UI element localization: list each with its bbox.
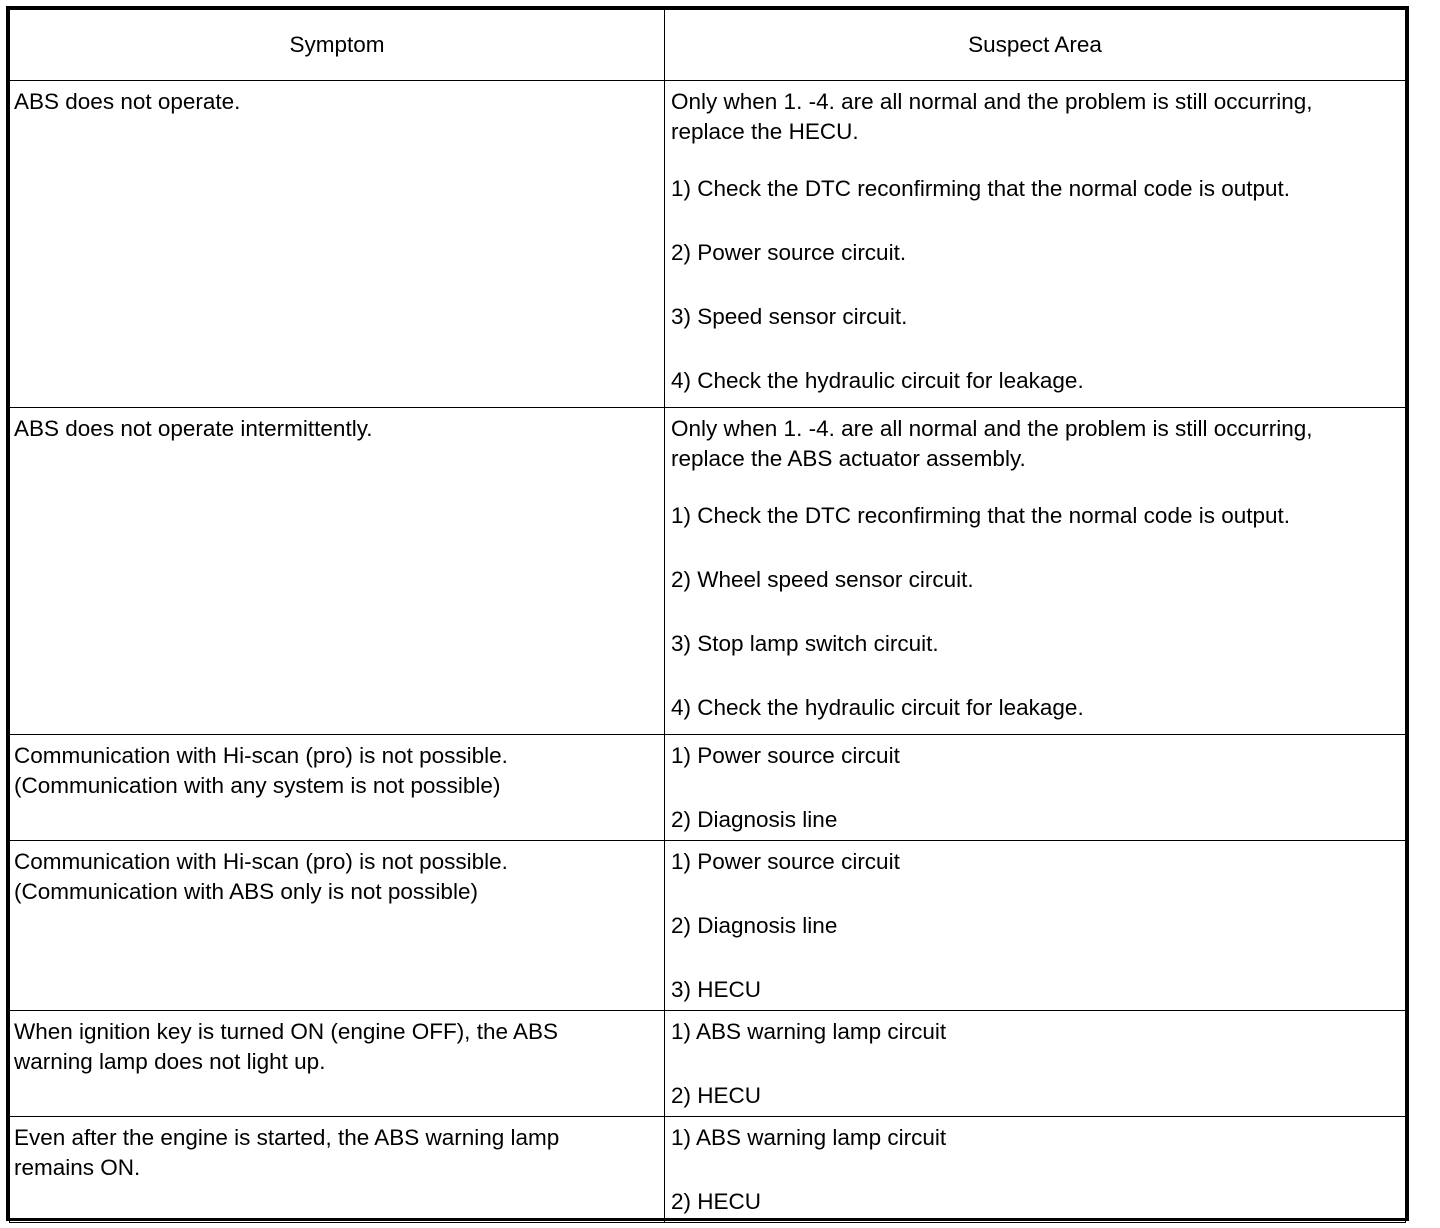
- symptom-cell: [10, 1011, 665, 1117]
- suspect-intro: [671, 414, 1399, 474]
- symptom-text: ABS does not operate.: [14, 89, 241, 114]
- header-suspect-area: Suspect Area: [665, 10, 1406, 81]
- suspect-item: 1) Check the DTC reconfirming that the normal code is output.: [671, 503, 1291, 528]
- symptom-text: Even after the engine is started, the ABS warning lamp: [14, 1125, 560, 1150]
- suspect-area-cell: [665, 1117, 1406, 1223]
- suspect-item: 1) Power source circuit: [671, 849, 900, 874]
- symptom-text: When ignition key is turned ON (engine OFF), the ABS: [14, 1019, 558, 1044]
- table-header-row: [10, 10, 1406, 81]
- symptom-cell: [10, 841, 665, 1011]
- suspect-item: 4) Check the hydraulic circuit for leakage.: [671, 368, 1084, 393]
- suspect-item: 3) HECU: [671, 977, 762, 1002]
- symptom-cell: [10, 1117, 665, 1223]
- suspect-intro: [671, 87, 1399, 147]
- suspect-area-cell: [665, 81, 1406, 408]
- symptom-text: ABS does not operate intermittently.: [14, 416, 373, 441]
- suspect-item: 2) HECU: [671, 1083, 762, 1108]
- symptom-text: (Communication with any system is not possible): [14, 773, 501, 798]
- table-body: [10, 81, 1406, 1223]
- symptom-text: warning lamp does not light up.: [14, 1049, 326, 1074]
- suspect-area-cell: [665, 841, 1406, 1011]
- suspect-item: 2) Diagnosis line: [671, 913, 838, 938]
- suspect-item: 2) Diagnosis line: [671, 807, 838, 832]
- suspect-area-cell: [665, 408, 1406, 735]
- symptom-cell: [10, 81, 665, 408]
- symptom-text: Communication with Hi-scan (pro) is not possible.: [14, 849, 508, 874]
- symptom-cell: [10, 408, 665, 735]
- table-row: [10, 81, 1406, 408]
- symptom-text: (Communication with ABS only is not possible): [14, 879, 478, 904]
- suspect-intro-text: replace the ABS actuator assembly.: [671, 446, 1026, 471]
- suspect-item: 2) Wheel speed sensor circuit.: [671, 567, 974, 592]
- table-row: [10, 735, 1406, 841]
- suspect-item: 2) HECU: [671, 1189, 762, 1214]
- table-row: [10, 408, 1406, 735]
- suspect-item: 1) ABS warning lamp circuit: [671, 1019, 947, 1044]
- troubleshooting-table-frame: [6, 6, 1409, 1221]
- suspect-item: 1) Check the DTC reconfirming that the normal code is output.: [671, 176, 1291, 201]
- table-row: [10, 841, 1406, 1011]
- suspect-item: 1) ABS warning lamp circuit: [671, 1125, 947, 1150]
- suspect-intro-text: replace the HECU.: [671, 119, 859, 144]
- suspect-area-cell: [665, 1011, 1406, 1117]
- table-row: [10, 1117, 1406, 1223]
- symptom-cell: [10, 735, 665, 841]
- suspect-intro-text: Only when 1. -4. are all normal and the problem is still occurring,: [671, 416, 1313, 441]
- suspect-item: 3) Speed sensor circuit.: [671, 304, 908, 329]
- troubleshooting-table: [9, 9, 1406, 1223]
- header-symptom: Symptom: [10, 10, 665, 81]
- suspect-item: 4) Check the hydraulic circuit for leakage.: [671, 695, 1084, 720]
- suspect-item: 1) Power source circuit: [671, 743, 900, 768]
- suspect-intro-text: Only when 1. -4. are all normal and the problem is still occurring,: [671, 89, 1313, 114]
- suspect-item: 3) Stop lamp switch circuit.: [671, 631, 939, 656]
- table-row: [10, 1011, 1406, 1117]
- symptom-text: Communication with Hi-scan (pro) is not possible.: [14, 743, 508, 768]
- suspect-area-cell: [665, 735, 1406, 841]
- symptom-text: remains ON.: [14, 1155, 141, 1180]
- suspect-item: 2) Power source circuit.: [671, 240, 907, 265]
